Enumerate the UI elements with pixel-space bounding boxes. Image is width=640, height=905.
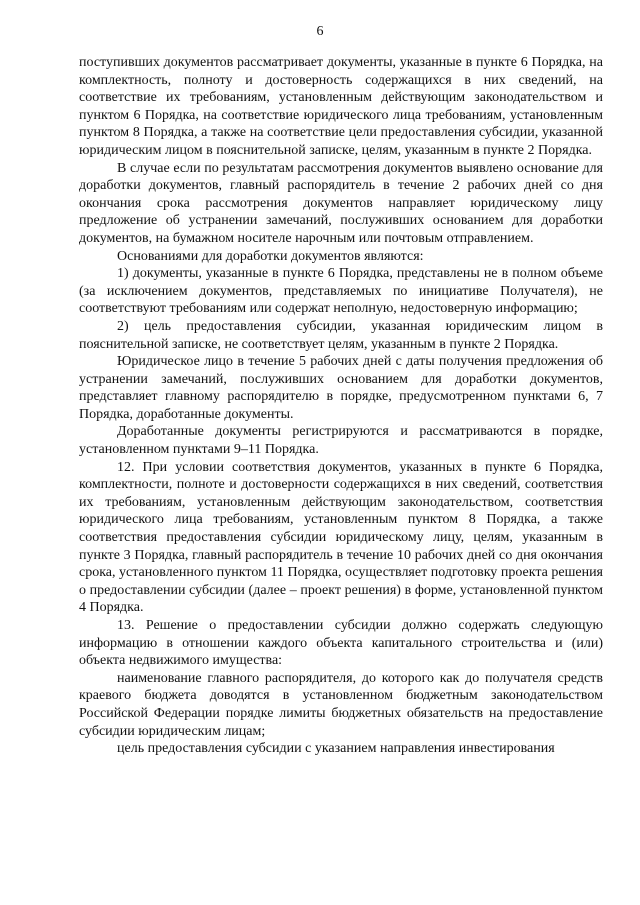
paragraph-clause-12: 12. При условии соответствия документов, указанных в пункте 6 Порядка, комплектности, полноте и достоверности содержащихся в них сведений, соответствия их требованиям, установленным действующим законодательством, соответствия юридического лица требованиям, установленным пунктом 8 Порядка, а также соответствия предоставления субсидии юридическому лицу, целям, указанным в пункте 3 Порядка, главный распорядитель в течение 10 рабочих дней со дня окончания срока, установленного пунктом 11 Порядка, осуществляет подготовку проекта решения о предоставлении субсидии (далее – проект решения) в форме, установленной пунктом 4 Порядка. xyxy=(79,459,603,616)
document-body xyxy=(79,54,603,758)
paragraph-revision-grounds-notice: В случае если по результатам рассмотрения документов выявлено основание для доработки документов, главный распорядитель в течение 2 рабочих дней со дня окончания срока рассмотрения документов направляет юридическому лицу предложение об устранении замечаний, послуживших основанием для доработки документов, на бумажном носителе нарочным или почтовым отправлением. xyxy=(79,160,603,246)
paragraph-revision-deadline: Юридическое лицо в течение 5 рабочих дней с даты получения предложения об устранении замечаний, послуживших основанием для доработки документов, представляет главному распорядителю в порядке, предусмотренном пунктами 6, 7 Порядка, доработанные документы. xyxy=(79,354,603,422)
paragraph-revision-ground-2: 2) цель предоставления субсидии, указанная юридическим лицом в пояснительной записке, не соответствует целям, указанным в пункте 2 Порядка. xyxy=(79,318,603,352)
paragraph-revised-registration: Доработанные документы регистрируются и рассматриваются в порядке, установленном пунктами 9–11 Порядка. xyxy=(79,424,603,458)
paragraph-revision-grounds-heading: Основаниями для доработки документов являются: xyxy=(117,248,424,264)
page-number: 6 xyxy=(316,24,324,39)
paragraph-revision-ground-1: 1) документы, указанные в пункте 6 Порядка, представлены не в полном объеме (за исключением документов, представляемых по инициативе Получателя), не соответствуют требованиям или содержат неполную, недостоверную информацию; xyxy=(79,266,603,317)
paragraph-clause-13: 13. Решение о предоставлении субсидии должно содержать следующую информацию в отношении каждого объекта капитального строительства и (или) объекта недвижимого имущества: xyxy=(79,618,603,669)
paragraph-subsidy-goal: цель предоставления субсидии с указанием направления инвестирования xyxy=(117,741,555,757)
paragraph-continuation: поступивших документов рассматривает документы, указанные в пункте 6 Порядка, на комплектность, полноту и достоверность содержащихся в них сведений, на соответствие их требованиям, установленным действующим законодательством и пунктом 6 Порядка, на соответствие юридического лица требованиям, установленным пунктом 8 Порядка, а также на соответствие цели предоставления субсидии, указанной юридическим лицом в пояснительной записке, целям, указанным в пункте 2 Порядка. xyxy=(79,55,603,158)
paragraph-distributor-name: наименование главного распорядителя, до которого как до получателя средств краевого бюджета доводятся в установленном бюджетным законодательством Российской Федерации порядке лимиты бюджетных обязательств на предоставление субсидии юридическим лицам; xyxy=(79,670,603,739)
